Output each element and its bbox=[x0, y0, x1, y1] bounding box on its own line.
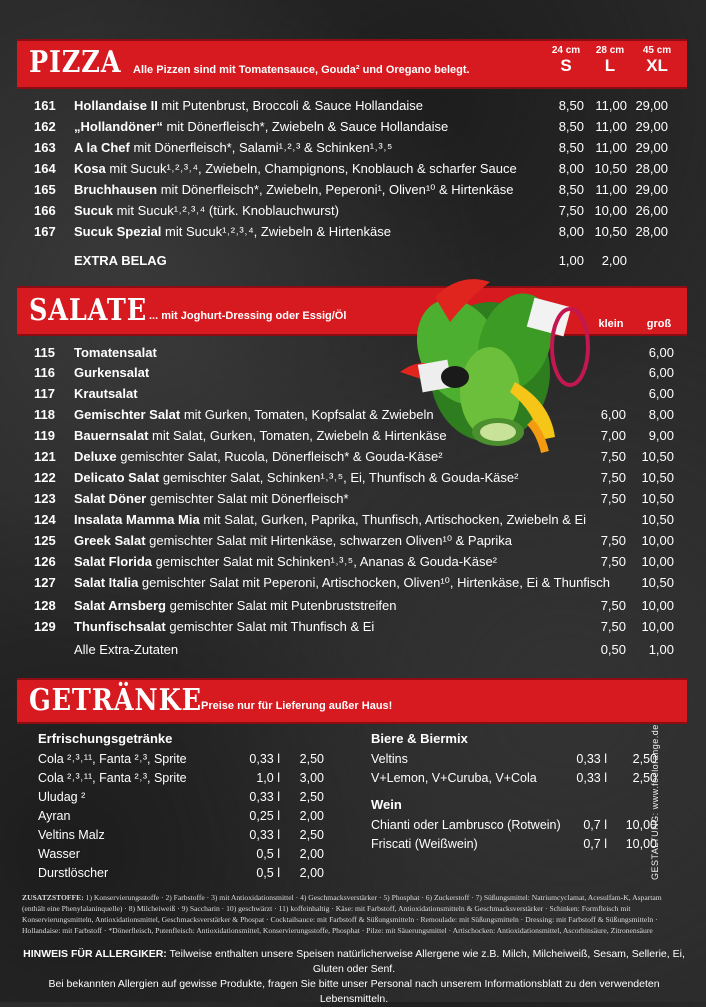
getraenke-subtitle: Preise nur für Lieferung außer Haus! bbox=[201, 700, 393, 712]
size-l-cm: 28 cm bbox=[595, 45, 625, 56]
salad-item bbox=[34, 426, 674, 445]
price-xl: 29,00 bbox=[635, 140, 668, 155]
item-name: Sucuk bbox=[74, 203, 114, 218]
price-gross: 10,50 bbox=[641, 491, 674, 506]
item-number: 128 bbox=[34, 598, 56, 613]
price-l: 11,00 bbox=[595, 119, 627, 134]
price-xl: 29,00 bbox=[635, 182, 668, 197]
price-s: 7,50 bbox=[558, 203, 584, 218]
item-number: 126 bbox=[34, 554, 56, 569]
item-name: Hollandaise II bbox=[74, 98, 158, 113]
item-name-wrap bbox=[74, 363, 149, 382]
price-xl: 28,00 bbox=[635, 161, 668, 176]
item-name-wrap bbox=[74, 180, 513, 199]
pizza-item bbox=[34, 138, 674, 157]
salad-item bbox=[34, 489, 674, 508]
allergy-text: Teilweise enthalten unsere Speisen natürlicherweise Allergene wie z.B. Milch, Milcheiweiß, Sesam, Sellerie, Ei, Gluten oder Senf. bbox=[166, 948, 685, 975]
drink-name: Friscati (Weißwein) bbox=[371, 837, 478, 851]
drink-amount: 0,7 l bbox=[583, 837, 607, 851]
item-name: Kosa bbox=[74, 161, 106, 176]
item-name: Insalata Mamma Mia bbox=[74, 512, 200, 527]
price-l: 10,50 bbox=[594, 161, 627, 176]
drink-row bbox=[38, 826, 338, 845]
item-desc: gemischter Salat, Rucola, Dönerfleisch* & Gouda-Käse² bbox=[116, 449, 443, 464]
item-name-wrap bbox=[74, 201, 339, 220]
item-number: 121 bbox=[34, 449, 56, 464]
drink-price: 2,50 bbox=[299, 752, 324, 766]
drink-amount: 0,33 l bbox=[249, 790, 280, 804]
salad-item bbox=[34, 405, 674, 424]
price-gross: 8,00 bbox=[648, 407, 674, 422]
drink-name: Durstlöscher bbox=[38, 866, 109, 880]
price-gross: 10,50 bbox=[641, 512, 674, 527]
item-desc: mit Salat, Gurken, Paprika, Thunfisch, Artischocken, Zwiebeln & Ei bbox=[199, 512, 587, 527]
item-name: „Hollandöner“ bbox=[74, 119, 163, 134]
item-name: Bruchhausen bbox=[74, 182, 158, 197]
item-name: Tomatensalat bbox=[74, 345, 157, 360]
item-number: 127 bbox=[34, 575, 56, 590]
item-name: Salat Döner bbox=[74, 491, 147, 506]
drink-name: V+Lemon, V+Curuba, V+Cola bbox=[371, 771, 537, 785]
item-name: Sucuk Spezial bbox=[74, 224, 162, 239]
salad-item bbox=[34, 596, 674, 615]
allergy-label: HINWEIS FÜR ALLERGIKER: bbox=[23, 948, 167, 960]
price-gross: 10,00 bbox=[641, 554, 674, 569]
drink-price: 2,00 bbox=[299, 809, 324, 823]
drink-amount: 0,5 l bbox=[256, 847, 280, 861]
pizza-item bbox=[34, 222, 674, 241]
additives-text: 1) Konservierungsstoffe · 2) Farbstoffe · 3) mit Antioxidationsmittel · 4) Geschmacksverstärker · 5) Phosphat · 6) Zuckerstoff · 7) Süßungsmittel: Natriumcyclamat, Acesulfam-K, Aspartam (enthält eine Phenylalaninquelle) · 8) Milcheiweiß · 9) Saccharin · 10) geschwärzt · 11) koffeinhaltig · Käse: mit Farbstoff, Antioxidationsmitteln & Geschmacksverstärker · Schinken: Formfleisch mit Konservierungsmitteln, Antioxidationsmittel, Geschmacksverstärker & Phospat · Cocktailsauce: mit Farbstoff & Süßungsmitteln · Remoulade: mit Süßungsmitteln · Dressing: mit Farbstoff & Süßungsmitteln · Hollandaise: mit Farbstoff · *Dönerfleisch, Putenfleisch: Antioxidationsmittel, Konservierungsstoffe, Phosphat · Pilze: mit Säuerungsmittel · Artischocken: Antioxidationsmittel, Ascorbinsäure, Zitronensäure bbox=[22, 893, 662, 935]
getraenke-banner bbox=[17, 678, 687, 724]
size-s bbox=[545, 45, 587, 76]
pizza-subtitle: Alle Pizzen sind mit Tomatensauce, Gouda² und Oregano belegt. bbox=[133, 64, 470, 76]
drinks-heading-beer: Biere & Biermix bbox=[371, 731, 468, 746]
drink-row bbox=[371, 750, 661, 769]
extra-label: Alle Extra-Zutaten bbox=[74, 642, 179, 657]
price-l: 11,00 bbox=[595, 182, 627, 197]
getraenke-title: GETRÄNKE bbox=[29, 683, 202, 718]
item-name-wrap bbox=[74, 596, 397, 615]
allergy-line-1 bbox=[18, 947, 690, 977]
pizza-title: PIZZA bbox=[29, 45, 122, 80]
drink-amount: 1,0 l bbox=[256, 771, 280, 785]
price-gross: 9,00 bbox=[648, 428, 674, 443]
size-xl bbox=[634, 45, 680, 76]
item-number: 167 bbox=[34, 224, 56, 239]
drink-name: Ayran bbox=[38, 809, 71, 823]
price-gross: 10,50 bbox=[641, 449, 674, 464]
col-klein: klein bbox=[598, 318, 624, 330]
price-klein: 7,50 bbox=[600, 533, 626, 548]
item-desc: gemischter Salat mit Thunfisch & Ei bbox=[165, 619, 375, 634]
item-desc: mit Sucuk¹˒²˒³˒⁴, Zwiebeln, Champignons, Knoblauch & scharfer Sauce bbox=[105, 161, 517, 176]
item-number: 162 bbox=[34, 119, 56, 134]
drink-price: 2,00 bbox=[299, 847, 324, 861]
pizza-item bbox=[34, 96, 674, 115]
item-name-wrap bbox=[74, 384, 138, 403]
item-name: Krautsalat bbox=[74, 386, 138, 401]
price-gross: 6,00 bbox=[648, 386, 674, 401]
price-gross: 6,00 bbox=[648, 345, 674, 360]
price-klein: 7,50 bbox=[600, 470, 626, 485]
price-xl: 28,00 bbox=[635, 224, 668, 239]
extra-price-gross: 1,00 bbox=[648, 642, 674, 657]
drink-row bbox=[38, 807, 338, 826]
price-klein: 7,50 bbox=[600, 554, 626, 569]
salad-item bbox=[34, 552, 674, 571]
item-number: 115 bbox=[34, 345, 55, 360]
price-s: 8,50 bbox=[558, 119, 584, 134]
item-name-wrap bbox=[74, 468, 518, 487]
item-number: 117 bbox=[34, 386, 55, 401]
salate-title: SALATE bbox=[29, 293, 148, 328]
salad-item bbox=[34, 617, 674, 636]
item-number: 164 bbox=[34, 161, 56, 176]
drink-amount: 0,7 l bbox=[583, 818, 607, 832]
drink-amount: 0,33 l bbox=[576, 771, 607, 785]
drink-row bbox=[38, 788, 338, 807]
item-desc: gemischter Salat mit Putenbruststreifen bbox=[166, 598, 397, 613]
item-desc: mit Dönerfleisch*, Zwiebeln, Peperoni¹, Oliven¹⁰ & Hirtenkäse bbox=[157, 182, 514, 197]
pizza-item bbox=[34, 201, 674, 220]
salad-extra bbox=[34, 640, 674, 659]
salad-item bbox=[34, 510, 674, 529]
drink-price: 2,50 bbox=[299, 790, 324, 804]
item-name: Deluxe bbox=[74, 449, 117, 464]
price-l: 10,00 bbox=[594, 203, 627, 218]
drink-amount: 0,33 l bbox=[249, 828, 280, 842]
item-name: Salat Italia bbox=[74, 575, 139, 590]
item-name-wrap bbox=[74, 447, 443, 466]
item-name: Salat Florida bbox=[74, 554, 153, 569]
drink-row bbox=[38, 864, 338, 883]
drink-name: Wasser bbox=[38, 847, 80, 861]
item-number: 122 bbox=[34, 470, 56, 485]
price-gross: 10,50 bbox=[641, 470, 674, 485]
price-klein: 7,50 bbox=[600, 619, 626, 634]
item-number: 116 bbox=[34, 365, 55, 380]
allergy-note bbox=[18, 947, 690, 1007]
item-desc: gemischter Salat mit Schinken¹˒³˒⁵, Ananas & Gouda-Käse² bbox=[152, 554, 498, 569]
size-xl-letter: XL bbox=[646, 56, 668, 75]
item-name-wrap bbox=[74, 138, 392, 157]
item-name-wrap bbox=[74, 531, 512, 550]
item-name: Salat Arnsberg bbox=[74, 598, 166, 613]
price-klein: 7,50 bbox=[600, 598, 626, 613]
item-number: 119 bbox=[34, 428, 55, 443]
salate-subtitle: ... mit Joghurt-Dressing oder Essig/Öl bbox=[149, 310, 347, 322]
drink-name: Chianti oder Lambrusco (Rotwein) bbox=[371, 818, 561, 832]
drink-amount: 0,25 l bbox=[249, 809, 280, 823]
extra-price-klein: 0,50 bbox=[600, 642, 626, 657]
item-name: A la Chef bbox=[74, 140, 130, 155]
drink-row bbox=[371, 816, 661, 835]
item-name-wrap bbox=[74, 222, 391, 241]
item-name-wrap bbox=[74, 343, 157, 362]
price-s: 8,50 bbox=[558, 140, 584, 155]
drink-row bbox=[371, 835, 661, 854]
salad-item bbox=[34, 531, 674, 550]
price-klein: 7,00 bbox=[600, 428, 626, 443]
item-desc: mit Gurken, Tomaten, Kopfsalat & Zwiebeln bbox=[180, 407, 434, 422]
drink-name: Cola ²˒³˒¹¹, Fanta ²˒³, Sprite bbox=[38, 752, 187, 766]
drinks-heading-wine: Wein bbox=[371, 797, 402, 812]
design-credit: GESTALTUNG: www.feelorange.de bbox=[650, 724, 660, 880]
drink-row bbox=[371, 769, 661, 788]
item-desc: gemischter Salat mit Hirtenkäse, schwarzen Oliven¹⁰ & Paprika bbox=[145, 533, 513, 548]
extra-price-l: 2,00 bbox=[601, 253, 627, 268]
pizza-banner bbox=[17, 39, 687, 89]
price-gross: 10,00 bbox=[641, 619, 674, 634]
drink-price: 2,00 bbox=[299, 866, 324, 880]
salad-item bbox=[34, 343, 674, 362]
drink-row bbox=[38, 845, 338, 864]
price-gross: 10,00 bbox=[641, 533, 674, 548]
salad-item bbox=[34, 573, 674, 592]
item-number: 166 bbox=[34, 203, 56, 218]
salad-item bbox=[34, 384, 674, 403]
item-number: 118 bbox=[34, 407, 55, 422]
item-name-wrap bbox=[74, 573, 610, 592]
item-name: Gurkensalat bbox=[74, 365, 150, 380]
drink-amount: 0,33 l bbox=[576, 752, 607, 766]
item-number: 125 bbox=[34, 533, 56, 548]
pizza-item bbox=[34, 159, 674, 178]
item-desc: mit Dönerfleisch*, Salami¹˒²˒³ & Schinken¹˒³˒⁵ bbox=[129, 140, 393, 155]
salad-item bbox=[34, 468, 674, 487]
drink-name: Veltins bbox=[371, 752, 408, 766]
price-s: 8,00 bbox=[558, 224, 584, 239]
price-gross: 10,50 bbox=[641, 575, 674, 590]
item-name: Greek Salat bbox=[74, 533, 146, 548]
drink-price: 2,50 bbox=[632, 771, 657, 785]
drink-price: 10,00 bbox=[625, 837, 657, 851]
price-l: 11,00 bbox=[595, 140, 627, 155]
price-l: 10,50 bbox=[594, 224, 627, 239]
item-name: Bauernsalat bbox=[74, 428, 149, 443]
size-l bbox=[589, 45, 631, 76]
item-name: Thunfischsalat bbox=[74, 619, 166, 634]
price-xl: 29,00 bbox=[635, 98, 668, 113]
price-s: 8,00 bbox=[558, 161, 584, 176]
col-gross: groß bbox=[646, 318, 672, 330]
extra-price-s: 1,00 bbox=[558, 253, 584, 268]
size-xl-cm: 45 cm bbox=[642, 45, 672, 56]
drink-name: Cola ²˒³˒¹¹, Fanta ²˒³, Sprite bbox=[38, 771, 187, 785]
additives-note bbox=[22, 892, 686, 936]
item-desc: mit Putenbrust, Broccoli & Sauce Hollandaise bbox=[157, 98, 423, 113]
salad-item bbox=[34, 363, 674, 382]
item-number: 123 bbox=[34, 491, 56, 506]
salad-item bbox=[34, 447, 674, 466]
item-name: Delicato Salat bbox=[74, 470, 160, 485]
item-desc: gemischter Salat, Schinken¹˒³˒⁵, Ei, Thunfisch & Gouda-Käse² bbox=[159, 470, 519, 485]
size-l-letter: L bbox=[604, 56, 616, 75]
item-desc: mit Sucuk¹˒²˒³˒⁴ (türk. Knoblauchwurst) bbox=[113, 203, 339, 218]
item-desc: mit Salat, Gurken, Tomaten, Zwiebeln & Hirtenkäse bbox=[148, 428, 447, 443]
drink-row bbox=[38, 750, 338, 769]
item-name-wrap bbox=[74, 159, 517, 178]
item-name-wrap bbox=[74, 510, 586, 529]
price-xl: 29,00 bbox=[635, 119, 668, 134]
item-name-wrap bbox=[74, 117, 448, 136]
price-l: 11,00 bbox=[595, 98, 627, 113]
item-name-wrap bbox=[74, 489, 349, 508]
drink-price: 2,50 bbox=[632, 752, 657, 766]
drink-name: Uludag ² bbox=[38, 790, 86, 804]
item-desc: mit Sucuk¹˒²˒³˒⁴, Zwiebeln & Hirtenkäse bbox=[161, 224, 391, 239]
size-s-letter: S bbox=[560, 56, 572, 75]
price-klein: 6,00 bbox=[600, 407, 626, 422]
item-name-wrap bbox=[74, 405, 434, 424]
item-name-wrap bbox=[74, 617, 374, 636]
item-number: 163 bbox=[34, 140, 56, 155]
item-name-wrap bbox=[74, 96, 423, 115]
price-xl: 26,00 bbox=[635, 203, 668, 218]
pizza-item bbox=[34, 117, 674, 136]
price-klein: 7,50 bbox=[600, 491, 626, 506]
extra-label: EXTRA BELAG bbox=[74, 253, 167, 268]
item-number: 161 bbox=[34, 98, 56, 113]
price-gross: 6,00 bbox=[648, 365, 674, 380]
pizza-item bbox=[34, 180, 674, 199]
item-name-wrap bbox=[74, 552, 497, 571]
item-number: 129 bbox=[34, 619, 56, 634]
drink-row bbox=[38, 769, 338, 788]
allergy-line-2: Bei bekannten Allergien auf gewisse Produkte, fragen Sie bitte unser Personal nach unserem Informationsblatt zu den verwendeten Lebensmitteln. bbox=[48, 978, 660, 1005]
price-klein: 7,50 bbox=[600, 449, 626, 464]
drink-price: 3,00 bbox=[299, 771, 324, 785]
drink-price: 10,00 bbox=[625, 818, 657, 832]
price-s: 8,50 bbox=[558, 182, 584, 197]
item-number: 165 bbox=[34, 182, 56, 197]
price-gross: 10,00 bbox=[641, 598, 674, 613]
size-s-cm: 24 cm bbox=[551, 45, 581, 56]
item-desc: gemischter Salat mit Dönerfleisch* bbox=[146, 491, 349, 506]
drink-name: Veltins Malz bbox=[38, 828, 105, 842]
item-name-wrap bbox=[74, 426, 447, 445]
drink-amount: 0,5 l bbox=[256, 866, 280, 880]
drink-price: 2,50 bbox=[299, 828, 324, 842]
item-desc: mit Dönerfleisch*, Zwiebeln & Sauce Hollandaise bbox=[162, 119, 449, 134]
price-s: 8,50 bbox=[558, 98, 584, 113]
additives-label: ZUSATZSTOFFE: bbox=[22, 893, 84, 902]
item-number: 124 bbox=[34, 512, 56, 527]
item-name: Gemischter Salat bbox=[74, 407, 181, 422]
item-desc: gemischter Salat mit Peperoni, Artischocken, Oliven¹⁰, Hirtenkäse, Ei & Thunfisch bbox=[138, 575, 611, 590]
drinks-heading-soft: Erfrischungsgetränke bbox=[38, 731, 173, 746]
drink-amount: 0,33 l bbox=[249, 752, 280, 766]
